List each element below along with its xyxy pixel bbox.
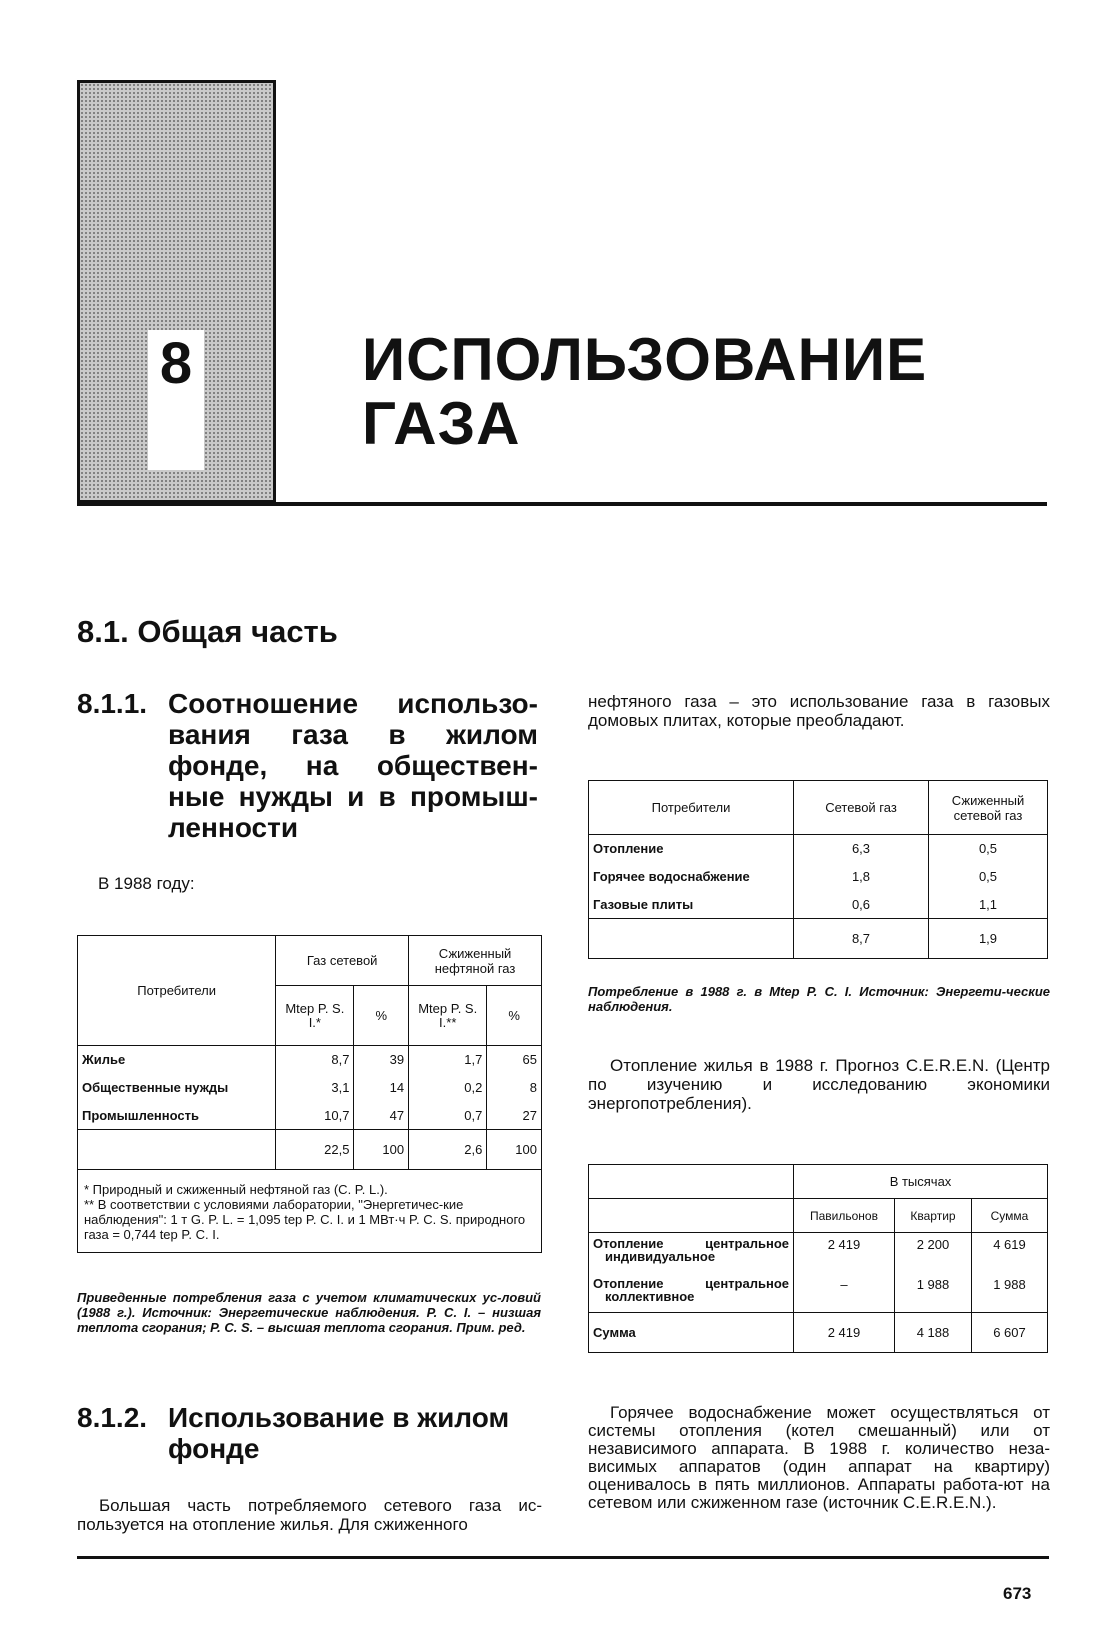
table-row bbox=[78, 1102, 542, 1130]
section-heading bbox=[77, 614, 338, 650]
section-number: 8.1. bbox=[77, 614, 129, 649]
section-title: Общая часть bbox=[137, 614, 338, 649]
table3-header-pavilions: Павильонов bbox=[794, 1199, 895, 1233]
table3-cell-name bbox=[589, 1233, 794, 1273]
table-row bbox=[589, 1233, 1048, 1273]
table1-cell: 100 bbox=[354, 1130, 409, 1170]
table1-cell-empty bbox=[78, 1130, 276, 1170]
table3-cell-empty bbox=[589, 1199, 794, 1233]
table3-header-thousands: В тысячах bbox=[794, 1165, 1048, 1199]
table2-header-liquefied: Сжиженный сетевой газ bbox=[929, 781, 1048, 835]
table3-row-label-line2: индивидуальное bbox=[605, 1249, 716, 1264]
table2-cell: 1,9 bbox=[929, 919, 1048, 959]
table-row bbox=[78, 1046, 542, 1074]
table1-note1: * Природный и сжиженный нефтяной газ (С. P. L.). bbox=[84, 1182, 388, 1197]
table2-cell: 0,5 bbox=[929, 863, 1048, 891]
table3-header-apartments: Квартир bbox=[895, 1199, 972, 1233]
table1-header-network: Газ сетевой bbox=[276, 936, 409, 986]
table1-cell: 3,1 bbox=[276, 1074, 354, 1102]
table1-header-mtep2: Mtep P. S. I.** bbox=[409, 986, 487, 1046]
subsection1-number: 8.1.1. bbox=[77, 688, 148, 719]
chapter-title-line2: ГАЗА bbox=[362, 390, 521, 457]
table2-header-network: Сетевой газ bbox=[794, 781, 929, 835]
table1-cell: 22,5 bbox=[276, 1130, 354, 1170]
table2-cell: 1,8 bbox=[794, 863, 929, 891]
table1-cell: 0,2 bbox=[409, 1074, 487, 1102]
table2-cell: 8,7 bbox=[794, 919, 929, 959]
table2-cell: 1,1 bbox=[929, 891, 1048, 919]
right-paragraph-3: Горячее водоснабжение может осуществляться от системы отопления (котел смешанный) или от независимого аппарата. В 1988 г. количество неза-висимых аппаратов (один аппарат на квартиру) оценивалось в пять миллионов. Аппараты работа-ют на сетевом или сжиженном газе (источник C.E.R.E.N.). bbox=[588, 1403, 1050, 1512]
right-paragraph-2: Отопление жилья в 1988 г. Прогноз C.E.R.E.N. (Центр по изучению и исследованию экономики энергопотребления). bbox=[588, 1056, 1050, 1113]
table3-cell: 1 988 bbox=[972, 1273, 1048, 1313]
table-total-row bbox=[589, 1313, 1048, 1353]
table3-cell: 4 188 bbox=[895, 1313, 972, 1353]
table1-cell: 8 bbox=[487, 1074, 542, 1102]
table3-cell: 4 619 bbox=[972, 1233, 1048, 1273]
subsection2-title-line: фонде bbox=[168, 1433, 260, 1464]
table3-cell: 2 200 bbox=[895, 1233, 972, 1273]
table-row bbox=[589, 891, 1048, 919]
table2-cell: 6,3 bbox=[794, 835, 929, 863]
subsection2-title bbox=[168, 1402, 548, 1464]
table3-cell: 2 419 bbox=[794, 1233, 895, 1273]
subsection1-title-line: ные нужды и в промыш- bbox=[168, 781, 538, 812]
chapter-title-line1: ИСПОЛЬЗОВАНИЕ bbox=[362, 326, 928, 393]
table1-cell: 1,7 bbox=[409, 1046, 487, 1074]
table1-cell: Промышленность bbox=[78, 1102, 276, 1130]
table1-cell: 39 bbox=[354, 1046, 409, 1074]
table-row bbox=[78, 1074, 542, 1102]
chapter-number: 8 bbox=[148, 330, 204, 470]
table1-caption: Приведенные потребления газа с учетом климатических ус-ловий (1988 г.). Источник: Энергетические наблюдения. P. C. I. – низшая теплота сгорания; P. C. S. – высшая теплота сгорания. Прим. ред. bbox=[77, 1290, 541, 1335]
footer-rule bbox=[77, 1556, 1049, 1559]
table3-cell: 2 419 bbox=[794, 1313, 895, 1353]
table1-cell: 10,7 bbox=[276, 1102, 354, 1130]
table1-cell: 0,7 bbox=[409, 1102, 487, 1130]
subsection2-number: 8.1.2. bbox=[77, 1402, 148, 1433]
table2-cell: Горячее водоснабжение bbox=[589, 863, 794, 891]
table1-header-pct2: % bbox=[487, 986, 542, 1046]
table3-cell: 6 607 bbox=[972, 1313, 1048, 1353]
table1-cell: Общественные нужды bbox=[78, 1074, 276, 1102]
table2-header-consumers: Потребители bbox=[589, 781, 794, 835]
table1-note2: ** В соответствии с условиями лаборатории, "Энергетичес-кие наблюдения": 1 т G. P. L. = 1,095 tep P. C. I. и 1 МВт·ч P. C. S. природного газа = 0,744 tep P. C. I. bbox=[84, 1197, 526, 1242]
table1-header-mtep1: Mtep P. S. I.* bbox=[276, 986, 354, 1046]
table3-cell: Сумма bbox=[589, 1313, 794, 1353]
table-row bbox=[589, 835, 1048, 863]
table1-header-liquefied: Сжиженный нефтяной газ bbox=[409, 936, 542, 986]
table1-cell: 8,7 bbox=[276, 1046, 354, 1074]
table3-row-label-line2: коллективное bbox=[605, 1288, 695, 1304]
heating-forecast-table bbox=[588, 1164, 1048, 1353]
table2-cell-empty bbox=[589, 919, 794, 959]
subsection1-title-line: Соотношение использо- bbox=[168, 688, 538, 719]
table3-row-label-line1: Отопление центральное bbox=[593, 1275, 789, 1291]
table1-cell: 27 bbox=[487, 1102, 542, 1130]
table2-cell: 0,5 bbox=[929, 835, 1048, 863]
table2-cell: 0,6 bbox=[794, 891, 929, 919]
table-row bbox=[589, 1273, 1048, 1313]
subsection1-title-line: вания газа в жилом bbox=[168, 719, 538, 750]
table3-cell-empty bbox=[589, 1165, 794, 1199]
table1-cell: 47 bbox=[354, 1102, 409, 1130]
table3-cell: 1 988 bbox=[895, 1273, 972, 1313]
table2-caption: Потребление в 1988 г. в Mtep P. C. I. Источник: Энергети-ческие наблюдения. bbox=[588, 984, 1050, 1014]
subsection1-title-line: фонде, на обществен- bbox=[168, 750, 538, 781]
table-row bbox=[589, 863, 1048, 891]
table-notes-row bbox=[78, 1170, 542, 1253]
chapter-title bbox=[362, 328, 927, 456]
subsection2-paragraph: Большая часть потребляемого сетевого газа ис-пользуется на отопление жилья. Для сжиженного bbox=[77, 1496, 542, 1534]
table1-cell: 65 bbox=[487, 1046, 542, 1074]
consumption-by-use-table bbox=[588, 780, 1048, 959]
table1-cell: 2,6 bbox=[409, 1130, 487, 1170]
table3-header-sum: Сумма bbox=[972, 1199, 1048, 1233]
subsection1-title bbox=[168, 688, 538, 843]
table1-header-consumers: Потребители bbox=[78, 936, 276, 1046]
year-label: В 1988 году: bbox=[98, 874, 195, 893]
table2-cell: Отопление bbox=[589, 835, 794, 863]
subsection2-title-line: Использование в жилом bbox=[168, 1402, 510, 1433]
table1-cell: 14 bbox=[354, 1074, 409, 1102]
table2-cell: Газовые плиты bbox=[589, 891, 794, 919]
page-number: 673 bbox=[1003, 1584, 1032, 1603]
chapter-rule bbox=[77, 502, 1047, 506]
table3-row-label-line1: Отопление центральное bbox=[593, 1236, 789, 1251]
subsection1-title-line: ленности bbox=[168, 812, 299, 843]
table3-cell: – bbox=[794, 1273, 895, 1313]
right-paragraph-1: нефтяного газа – это использование газа в газовых домовых плитах, которые преобладают. bbox=[588, 692, 1050, 730]
table3-cell-name bbox=[589, 1273, 794, 1313]
table-total-row bbox=[589, 919, 1048, 959]
table1-header-pct1: % bbox=[354, 986, 409, 1046]
table-total-row bbox=[78, 1130, 542, 1170]
consumption-table bbox=[77, 935, 542, 1253]
table1-cell: Жилье bbox=[78, 1046, 276, 1074]
table1-cell: 100 bbox=[487, 1130, 542, 1170]
